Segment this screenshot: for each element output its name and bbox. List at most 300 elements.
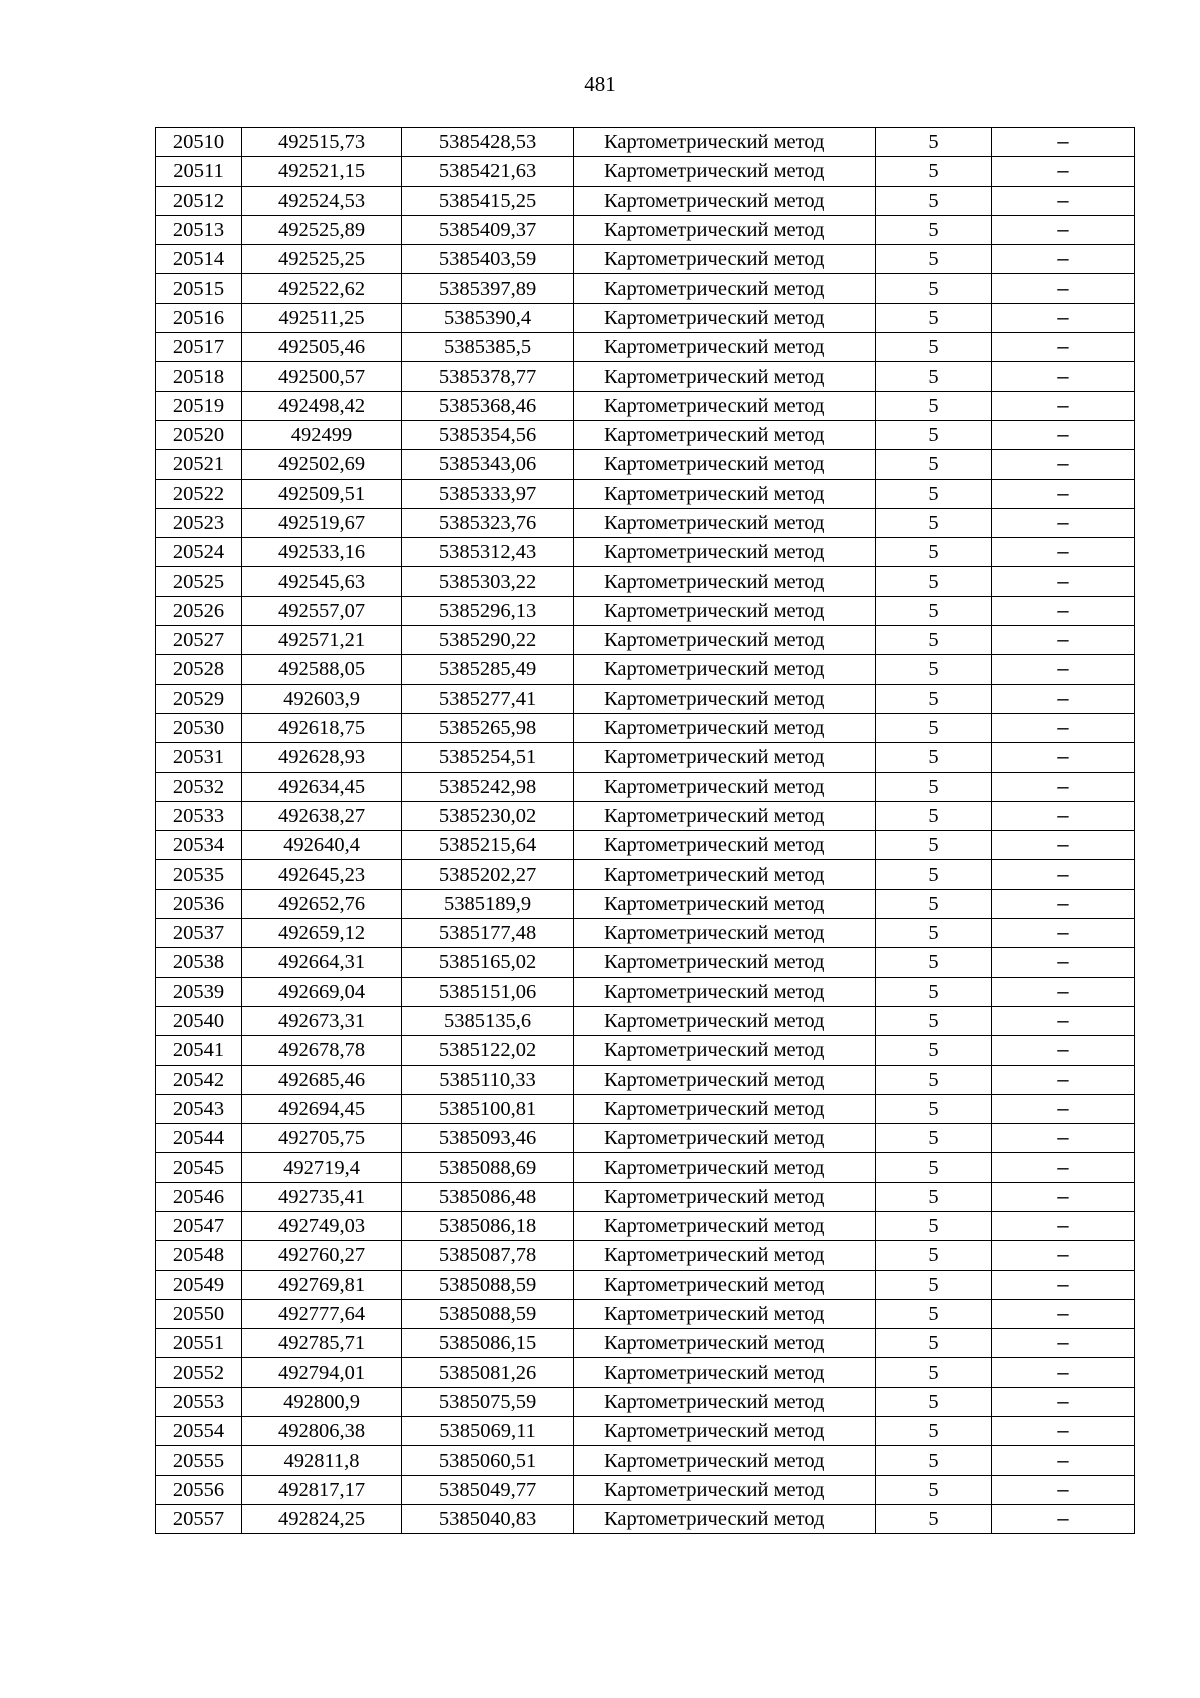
y-coordinate-cell: 5385151,06 xyxy=(402,977,574,1006)
y-coordinate-cell: 5385060,51 xyxy=(402,1446,574,1475)
x-coordinate-cell: 492499 xyxy=(242,420,402,449)
accuracy-cell: 5 xyxy=(876,1124,992,1153)
description-cell: – xyxy=(992,1182,1135,1211)
point-number-cell: 20522 xyxy=(156,479,242,508)
method-cell: Картометрический метод xyxy=(574,1329,876,1358)
point-number-cell: 20533 xyxy=(156,801,242,830)
y-coordinate-cell: 5385177,48 xyxy=(402,919,574,948)
description-cell: – xyxy=(992,1417,1135,1446)
x-coordinate-cell: 492824,25 xyxy=(242,1504,402,1533)
y-coordinate-cell: 5385403,59 xyxy=(402,245,574,274)
y-coordinate-cell: 5385087,78 xyxy=(402,1241,574,1270)
y-coordinate-cell: 5385230,02 xyxy=(402,801,574,830)
y-coordinate-cell: 5385428,53 xyxy=(402,128,574,157)
point-number-cell: 20539 xyxy=(156,977,242,1006)
description-cell: – xyxy=(992,1065,1135,1094)
point-number-cell: 20511 xyxy=(156,157,242,186)
table-row xyxy=(156,508,1135,537)
description-cell: – xyxy=(992,274,1135,303)
point-number-cell: 20546 xyxy=(156,1182,242,1211)
x-coordinate-cell: 492509,51 xyxy=(242,479,402,508)
y-coordinate-cell: 5385397,89 xyxy=(402,274,574,303)
y-coordinate-cell: 5385385,5 xyxy=(402,333,574,362)
accuracy-cell: 5 xyxy=(876,186,992,215)
x-coordinate-cell: 492505,46 xyxy=(242,333,402,362)
x-coordinate-cell: 492498,42 xyxy=(242,391,402,420)
accuracy-cell: 5 xyxy=(876,1475,992,1504)
description-cell: – xyxy=(992,948,1135,977)
table-row xyxy=(156,919,1135,948)
accuracy-cell: 5 xyxy=(876,303,992,332)
table-row xyxy=(156,1211,1135,1240)
point-number-cell: 20532 xyxy=(156,772,242,801)
table-row xyxy=(156,538,1135,567)
accuracy-cell: 5 xyxy=(876,860,992,889)
y-coordinate-cell: 5385215,64 xyxy=(402,831,574,860)
method-cell: Картометрический метод xyxy=(574,157,876,186)
x-coordinate-cell: 492638,27 xyxy=(242,801,402,830)
method-cell: Картометрический метод xyxy=(574,655,876,684)
point-number-cell: 20527 xyxy=(156,626,242,655)
x-coordinate-cell: 492533,16 xyxy=(242,538,402,567)
table-row xyxy=(156,889,1135,918)
point-number-cell: 20551 xyxy=(156,1329,242,1358)
table-row xyxy=(156,977,1135,1006)
method-cell: Картометрический метод xyxy=(574,1417,876,1446)
x-coordinate-cell: 492522,62 xyxy=(242,274,402,303)
table-row xyxy=(156,479,1135,508)
table-row xyxy=(156,655,1135,684)
description-cell: – xyxy=(992,743,1135,772)
description-cell: – xyxy=(992,713,1135,742)
table-row xyxy=(156,1504,1135,1533)
method-cell: Картометрический метод xyxy=(574,596,876,625)
x-coordinate-cell: 492694,45 xyxy=(242,1094,402,1123)
description-cell: – xyxy=(992,860,1135,889)
point-number-cell: 20552 xyxy=(156,1358,242,1387)
accuracy-cell: 5 xyxy=(876,157,992,186)
x-coordinate-cell: 492760,27 xyxy=(242,1241,402,1270)
accuracy-cell: 5 xyxy=(876,772,992,801)
method-cell: Картометрический метод xyxy=(574,1094,876,1123)
point-number-cell: 20525 xyxy=(156,567,242,596)
x-coordinate-cell: 492705,75 xyxy=(242,1124,402,1153)
point-number-cell: 20538 xyxy=(156,948,242,977)
description-cell: – xyxy=(992,538,1135,567)
description-cell: – xyxy=(992,245,1135,274)
method-cell: Картометрический метод xyxy=(574,333,876,362)
y-coordinate-cell: 5385421,63 xyxy=(402,157,574,186)
x-coordinate-cell: 492545,63 xyxy=(242,567,402,596)
description-cell: – xyxy=(992,333,1135,362)
x-coordinate-cell: 492664,31 xyxy=(242,948,402,977)
point-number-cell: 20536 xyxy=(156,889,242,918)
accuracy-cell: 5 xyxy=(876,713,992,742)
accuracy-cell: 5 xyxy=(876,391,992,420)
table-row xyxy=(156,1387,1135,1416)
x-coordinate-cell: 492817,17 xyxy=(242,1475,402,1504)
y-coordinate-cell: 5385189,9 xyxy=(402,889,574,918)
accuracy-cell: 5 xyxy=(876,655,992,684)
description-cell: – xyxy=(992,1446,1135,1475)
table-row xyxy=(156,274,1135,303)
method-cell: Картометрический метод xyxy=(574,479,876,508)
y-coordinate-cell: 5385343,06 xyxy=(402,450,574,479)
accuracy-cell: 5 xyxy=(876,1299,992,1328)
description-cell: – xyxy=(992,303,1135,332)
table-row xyxy=(156,450,1135,479)
point-number-cell: 20556 xyxy=(156,1475,242,1504)
point-number-cell: 20557 xyxy=(156,1504,242,1533)
y-coordinate-cell: 5385242,98 xyxy=(402,772,574,801)
y-coordinate-cell: 5385075,59 xyxy=(402,1387,574,1416)
accuracy-cell: 5 xyxy=(876,1358,992,1387)
method-cell: Картометрический метод xyxy=(574,303,876,332)
method-cell: Картометрический метод xyxy=(574,128,876,157)
x-coordinate-cell: 492806,38 xyxy=(242,1417,402,1446)
x-coordinate-cell: 492785,71 xyxy=(242,1329,402,1358)
method-cell: Картометрический метод xyxy=(574,1124,876,1153)
method-cell: Картометрический метод xyxy=(574,1006,876,1035)
table-row xyxy=(156,596,1135,625)
point-number-cell: 20517 xyxy=(156,333,242,362)
accuracy-cell: 5 xyxy=(876,1211,992,1240)
y-coordinate-cell: 5385312,43 xyxy=(402,538,574,567)
point-number-cell: 20518 xyxy=(156,362,242,391)
accuracy-cell: 5 xyxy=(876,333,992,362)
accuracy-cell: 5 xyxy=(876,1270,992,1299)
x-coordinate-cell: 492525,89 xyxy=(242,215,402,244)
method-cell: Картометрический метод xyxy=(574,889,876,918)
x-coordinate-cell: 492628,93 xyxy=(242,743,402,772)
point-number-cell: 20541 xyxy=(156,1036,242,1065)
description-cell: – xyxy=(992,1299,1135,1328)
description-cell: – xyxy=(992,186,1135,215)
x-coordinate-cell: 492524,53 xyxy=(242,186,402,215)
accuracy-cell: 5 xyxy=(876,1182,992,1211)
point-number-cell: 20555 xyxy=(156,1446,242,1475)
y-coordinate-cell: 5385285,49 xyxy=(402,655,574,684)
point-number-cell: 20529 xyxy=(156,684,242,713)
description-cell: – xyxy=(992,626,1135,655)
point-number-cell: 20510 xyxy=(156,128,242,157)
table-row xyxy=(156,801,1135,830)
x-coordinate-cell: 492511,25 xyxy=(242,303,402,332)
description-cell: – xyxy=(992,655,1135,684)
method-cell: Картометрический метод xyxy=(574,713,876,742)
table-row xyxy=(156,1358,1135,1387)
y-coordinate-cell: 5385415,25 xyxy=(402,186,574,215)
x-coordinate-cell: 492794,01 xyxy=(242,1358,402,1387)
y-coordinate-cell: 5385122,02 xyxy=(402,1036,574,1065)
y-coordinate-cell: 5385100,81 xyxy=(402,1094,574,1123)
point-number-cell: 20515 xyxy=(156,274,242,303)
point-number-cell: 20513 xyxy=(156,215,242,244)
table-row xyxy=(156,1329,1135,1358)
method-cell: Картометрический метод xyxy=(574,977,876,1006)
accuracy-cell: 5 xyxy=(876,596,992,625)
y-coordinate-cell: 5385354,56 xyxy=(402,420,574,449)
y-coordinate-cell: 5385086,48 xyxy=(402,1182,574,1211)
table-row xyxy=(156,333,1135,362)
table-row xyxy=(156,948,1135,977)
table-row xyxy=(156,186,1135,215)
accuracy-cell: 5 xyxy=(876,450,992,479)
accuracy-cell: 5 xyxy=(876,128,992,157)
point-number-cell: 20528 xyxy=(156,655,242,684)
table-row xyxy=(156,713,1135,742)
x-coordinate-cell: 492645,23 xyxy=(242,860,402,889)
accuracy-cell: 5 xyxy=(876,1417,992,1446)
description-cell: – xyxy=(992,1036,1135,1065)
x-coordinate-cell: 492673,31 xyxy=(242,1006,402,1035)
accuracy-cell: 5 xyxy=(876,420,992,449)
accuracy-cell: 5 xyxy=(876,1241,992,1270)
y-coordinate-cell: 5385409,37 xyxy=(402,215,574,244)
y-coordinate-cell: 5385303,22 xyxy=(402,567,574,596)
x-coordinate-cell: 492735,41 xyxy=(242,1182,402,1211)
table-row xyxy=(156,1270,1135,1299)
table-row xyxy=(156,831,1135,860)
x-coordinate-cell: 492525,25 xyxy=(242,245,402,274)
point-number-cell: 20547 xyxy=(156,1211,242,1240)
description-cell: – xyxy=(992,831,1135,860)
method-cell: Картометрический метод xyxy=(574,1036,876,1065)
method-cell: Картометрический метод xyxy=(574,684,876,713)
y-coordinate-cell: 5385165,02 xyxy=(402,948,574,977)
y-coordinate-cell: 5385390,4 xyxy=(402,303,574,332)
point-number-cell: 20549 xyxy=(156,1270,242,1299)
y-coordinate-cell: 5385296,13 xyxy=(402,596,574,625)
table-row xyxy=(156,215,1135,244)
description-cell: – xyxy=(992,684,1135,713)
method-cell: Картометрический метод xyxy=(574,420,876,449)
page-number: 481 xyxy=(584,72,616,96)
accuracy-cell: 5 xyxy=(876,1036,992,1065)
method-cell: Картометрический метод xyxy=(574,1446,876,1475)
x-coordinate-cell: 492502,69 xyxy=(242,450,402,479)
table-row xyxy=(156,1006,1135,1035)
accuracy-cell: 5 xyxy=(876,362,992,391)
point-number-cell: 20544 xyxy=(156,1124,242,1153)
accuracy-cell: 5 xyxy=(876,948,992,977)
description-cell: – xyxy=(992,1094,1135,1123)
table-row xyxy=(156,1182,1135,1211)
y-coordinate-cell: 5385040,83 xyxy=(402,1504,574,1533)
x-coordinate-cell: 492749,03 xyxy=(242,1211,402,1240)
table-row xyxy=(156,1241,1135,1270)
description-cell: – xyxy=(992,420,1135,449)
method-cell: Картометрический метод xyxy=(574,1065,876,1094)
description-cell: – xyxy=(992,1006,1135,1035)
table-row xyxy=(156,1153,1135,1182)
x-coordinate-cell: 492685,46 xyxy=(242,1065,402,1094)
table-row xyxy=(156,1417,1135,1446)
description-cell: – xyxy=(992,1124,1135,1153)
method-cell: Картометрический метод xyxy=(574,538,876,567)
y-coordinate-cell: 5385202,27 xyxy=(402,860,574,889)
point-number-cell: 20514 xyxy=(156,245,242,274)
description-cell: – xyxy=(992,1270,1135,1299)
description-cell: – xyxy=(992,1387,1135,1416)
point-number-cell: 20523 xyxy=(156,508,242,537)
table-row xyxy=(156,362,1135,391)
method-cell: Картометрический метод xyxy=(574,186,876,215)
point-number-cell: 20550 xyxy=(156,1299,242,1328)
point-number-cell: 20512 xyxy=(156,186,242,215)
accuracy-cell: 5 xyxy=(876,538,992,567)
x-coordinate-cell: 492719,4 xyxy=(242,1153,402,1182)
description-cell: – xyxy=(992,801,1135,830)
accuracy-cell: 5 xyxy=(876,743,992,772)
method-cell: Картометрический метод xyxy=(574,831,876,860)
table-row xyxy=(156,1094,1135,1123)
x-coordinate-cell: 492678,78 xyxy=(242,1036,402,1065)
table-row xyxy=(156,245,1135,274)
accuracy-cell: 5 xyxy=(876,508,992,537)
table-body xyxy=(156,128,1135,1534)
method-cell: Картометрический метод xyxy=(574,508,876,537)
description-cell: – xyxy=(992,215,1135,244)
y-coordinate-cell: 5385081,26 xyxy=(402,1358,574,1387)
accuracy-cell: 5 xyxy=(876,684,992,713)
x-coordinate-cell: 492618,75 xyxy=(242,713,402,742)
x-coordinate-cell: 492521,15 xyxy=(242,157,402,186)
accuracy-cell: 5 xyxy=(876,831,992,860)
description-cell: – xyxy=(992,1504,1135,1533)
y-coordinate-cell: 5385333,97 xyxy=(402,479,574,508)
method-cell: Картометрический метод xyxy=(574,1504,876,1533)
point-number-cell: 20516 xyxy=(156,303,242,332)
point-number-cell: 20537 xyxy=(156,919,242,948)
description-cell: – xyxy=(992,1241,1135,1270)
table-row xyxy=(156,567,1135,596)
x-coordinate-cell: 492659,12 xyxy=(242,919,402,948)
table-row xyxy=(156,860,1135,889)
accuracy-cell: 5 xyxy=(876,889,992,918)
method-cell: Картометрический метод xyxy=(574,772,876,801)
x-coordinate-cell: 492811,8 xyxy=(242,1446,402,1475)
point-number-cell: 20542 xyxy=(156,1065,242,1094)
coordinates-table xyxy=(155,127,1135,1534)
method-cell: Картометрический метод xyxy=(574,245,876,274)
y-coordinate-cell: 5385378,77 xyxy=(402,362,574,391)
method-cell: Картометрический метод xyxy=(574,743,876,772)
x-coordinate-cell: 492769,81 xyxy=(242,1270,402,1299)
y-coordinate-cell: 5385323,76 xyxy=(402,508,574,537)
x-coordinate-cell: 492557,07 xyxy=(242,596,402,625)
accuracy-cell: 5 xyxy=(876,274,992,303)
method-cell: Картометрический метод xyxy=(574,948,876,977)
accuracy-cell: 5 xyxy=(876,1329,992,1358)
method-cell: Картометрический метод xyxy=(574,362,876,391)
y-coordinate-cell: 5385368,46 xyxy=(402,391,574,420)
method-cell: Картометрический метод xyxy=(574,450,876,479)
accuracy-cell: 5 xyxy=(876,801,992,830)
x-coordinate-cell: 492571,21 xyxy=(242,626,402,655)
description-cell: – xyxy=(992,362,1135,391)
y-coordinate-cell: 5385135,6 xyxy=(402,1006,574,1035)
description-cell: – xyxy=(992,157,1135,186)
point-number-cell: 20519 xyxy=(156,391,242,420)
method-cell: Картометрический метод xyxy=(574,1270,876,1299)
point-number-cell: 20531 xyxy=(156,743,242,772)
accuracy-cell: 5 xyxy=(876,1153,992,1182)
accuracy-cell: 5 xyxy=(876,977,992,1006)
description-cell: – xyxy=(992,391,1135,420)
description-cell: – xyxy=(992,450,1135,479)
x-coordinate-cell: 492640,4 xyxy=(242,831,402,860)
method-cell: Картометрический метод xyxy=(574,1153,876,1182)
accuracy-cell: 5 xyxy=(876,1387,992,1416)
table-row xyxy=(156,626,1135,655)
description-cell: – xyxy=(992,1329,1135,1358)
point-number-cell: 20548 xyxy=(156,1241,242,1270)
point-number-cell: 20520 xyxy=(156,420,242,449)
accuracy-cell: 5 xyxy=(876,479,992,508)
x-coordinate-cell: 492800,9 xyxy=(242,1387,402,1416)
accuracy-cell: 5 xyxy=(876,626,992,655)
table-row xyxy=(156,1036,1135,1065)
y-coordinate-cell: 5385110,33 xyxy=(402,1065,574,1094)
y-coordinate-cell: 5385290,22 xyxy=(402,626,574,655)
y-coordinate-cell: 5385088,69 xyxy=(402,1153,574,1182)
point-number-cell: 20553 xyxy=(156,1387,242,1416)
description-cell: – xyxy=(992,596,1135,625)
point-number-cell: 20524 xyxy=(156,538,242,567)
table-row xyxy=(156,420,1135,449)
table-row xyxy=(156,743,1135,772)
accuracy-cell: 5 xyxy=(876,567,992,596)
accuracy-cell: 5 xyxy=(876,1504,992,1533)
table-row xyxy=(156,1475,1135,1504)
method-cell: Картометрический метод xyxy=(574,1358,876,1387)
y-coordinate-cell: 5385088,59 xyxy=(402,1299,574,1328)
description-cell: – xyxy=(992,1211,1135,1240)
table-row xyxy=(156,684,1135,713)
x-coordinate-cell: 492500,57 xyxy=(242,362,402,391)
table-row xyxy=(156,1446,1135,1475)
point-number-cell: 20535 xyxy=(156,860,242,889)
description-cell: – xyxy=(992,479,1135,508)
method-cell: Картометрический метод xyxy=(574,215,876,244)
y-coordinate-cell: 5385277,41 xyxy=(402,684,574,713)
accuracy-cell: 5 xyxy=(876,919,992,948)
y-coordinate-cell: 5385088,59 xyxy=(402,1270,574,1299)
point-number-cell: 20543 xyxy=(156,1094,242,1123)
y-coordinate-cell: 5385265,98 xyxy=(402,713,574,742)
point-number-cell: 20540 xyxy=(156,1006,242,1035)
accuracy-cell: 5 xyxy=(876,1446,992,1475)
description-cell: – xyxy=(992,977,1135,1006)
description-cell: – xyxy=(992,567,1135,596)
method-cell: Картометрический метод xyxy=(574,1241,876,1270)
accuracy-cell: 5 xyxy=(876,1094,992,1123)
accuracy-cell: 5 xyxy=(876,1065,992,1094)
x-coordinate-cell: 492652,76 xyxy=(242,889,402,918)
point-number-cell: 20554 xyxy=(156,1417,242,1446)
description-cell: – xyxy=(992,1475,1135,1504)
method-cell: Картометрический метод xyxy=(574,567,876,596)
table-row xyxy=(156,1299,1135,1328)
method-cell: Картометрический метод xyxy=(574,626,876,655)
table-row xyxy=(156,128,1135,157)
table-row xyxy=(156,772,1135,801)
description-cell: – xyxy=(992,1358,1135,1387)
description-cell: – xyxy=(992,889,1135,918)
x-coordinate-cell: 492603,9 xyxy=(242,684,402,713)
method-cell: Картометрический метод xyxy=(574,1387,876,1416)
